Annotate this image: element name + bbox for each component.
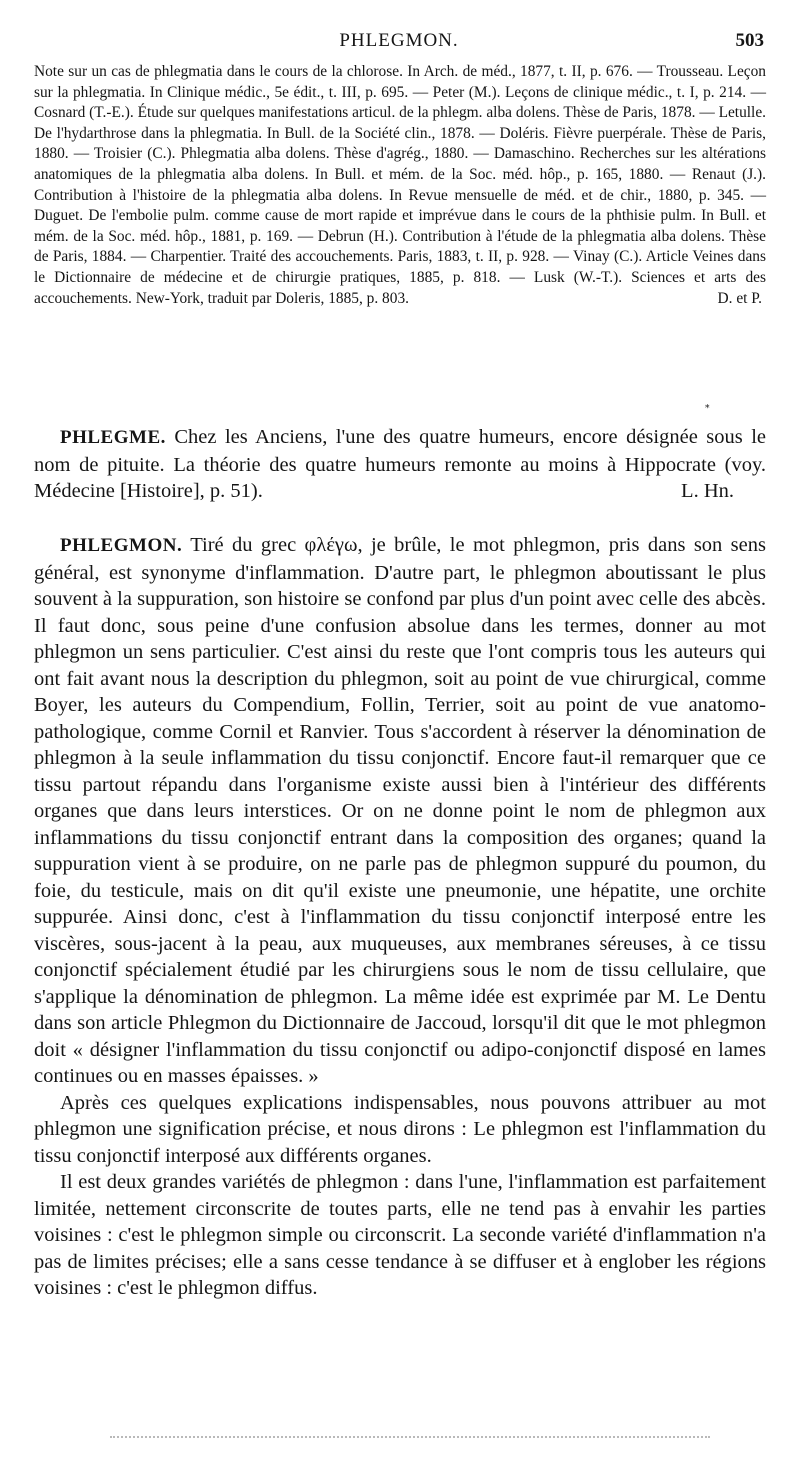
entry-phlegme-text: Chez les Anciens, l'une des quatre humeurs, encore désignée sous le nom de pituite. La théorie des quatre humeurs remonte au moins à Hippocrate (voy. Médecine [Histoire], p. 51).	[34, 426, 767, 502]
entry-phlegmon	[34, 532, 766, 1302]
page-number: 503	[735, 30, 764, 51]
bibliography-text: Note sur un cas de phlegmatia dans le cours de la chlorose. In Arch. de méd., 1877, t. II, p. 676. — Trousseau. Leçon sur la phlegmatia. In Clinique médic., 5e édit., t. III, p. 695. — Peter (M.). Leçons de clinique médic., t. I, p. 214. — Cosnard (T.-E.). Étude sur quelques manifestations articul. de la phlegm. alba dolens. Thèse de Paris, 1878. — Letulle. De l'hydarthrose dans la phlegmatia. In Bull. de la Société clin., 1878. — Doléris. Fièvre puerpérale. Thèse de Paris, 1880. — Troisier (C.). Phlegmatia alba dolens. Thèse d'agrég., 1880. — Damaschino. Recherches sur les altérations anatomiques de la phlegmatia alba dolens. In Bull. et mém. de la Soc. méd. hôp., p. 165, 1880. — Renaut (J.). Contribution à l'histoire de la phlegmatia alba dolens. In Revue mensuelle de méd. et de chir., 1880, p. 345. — Duguet. De l'embolie pulm. comme cause de mort rapide et imprévue dans le cours de la phthisie pulm. In Bull. et mém. de la Soc. méd. hôp., 1881, p. 169. — Debrun (H.). Contribution à l'étude de la phlegmatia alba dolens. Thèse de Paris, 1884. — Charpentier. Traité des accouchements. Paris, 1883, t. II, p. 928. — Vinay (C.). Article Veines dans le Dictionnaire de médecine et de chirurgie pratiques, 1885, p. 818. — Lusk (W.-T.). Sciences et arts des accouchements. New-York, traduit par Doleris, 1885, p. 803.	[34, 63, 767, 307]
entry-phlegmon-text-3: Il est deux grandes variétés de phlegmon : dans l'une, l'inflammation est parfaitement limitée, nettement circonscrite de toutes parts, elle ne tend pas à envahir les parties voisines : c'est le phlegmon simple ou circonscrit. La seconde variété d'inflammation n'a pas de limites précises; elle a sans cesse tendance à se diffuser et à englober les régions voisines : c'est le phlegmon diffus.	[34, 1171, 766, 1299]
entry-paragraph	[34, 532, 766, 1090]
entry-paragraph	[34, 1090, 766, 1170]
bibliography-signature: D. et P.	[717, 289, 762, 307]
entry-paragraph	[34, 424, 766, 505]
headword-phlegmon: PHLEGMON.	[60, 535, 183, 556]
entry-phlegmon-text-1: Tiré du grec φλέγω, je brûle, le mot phlegmon, pris dans son sens général, est synonyme d'inflammation. D'autre part, le phlegmon aboutissant le plus souvent à la suppuration, son histoire se confond par plus d'un point avec celle des abcès. Il faut donc, sous peine d'une confusion absolue dans les termes, donner au mot phlegmon un sens particulier. C'est ainsi du reste que l'ont compris tous les auteurs qui ont fait avant nous la description du phlegmon, soit au point de vue chirurgical, comme Boyer, les auteurs du Compendium, Follin, Terrier, soit au point de vue anatomo-pathologique, comme Cornil et Ranvier. Tous s'accordent à réserver la dénomination de phlegmon à la seule inflammation du tissu conjonctif. Encore faut-il remarquer que ce tissu partout répandu dans l'organisme existe aussi bien à l'intérieur des différents organes que dans leurs interstices. Or on ne donne point le nom de phlegmon aux inflammations du tissu conjonctif entrant dans la composition des organes; quand la suppuration vient à se produire, on ne parle pas de phlegmon suppuré du poumon, du foie, du testicule, mais on dit qu'il existe une pneumonie, une hépatite, une orchite suppurée. Ainsi donc, c'est à l'inflammation du tissu conjonctif interposé entre les viscères, sous-jacent à la peau, aux muqueuses, aux membranes séreuses, à ce tissu conjonctif spécialement étudié par les chirurgiens sous le nom de tissu cellulaire, que s'applique la dénomination de phlegmon. La même idée est exprimée par M. Le Dentu dans son article Phlegmon du Dictionnaire de Jaccoud, lorsqu'il dit que le mot phlegmon doit « désigner l'inflammation du tissu conjonctif ou adipo-conjonctif disposé en lames continues ou en masses épaisses. »	[34, 534, 766, 1087]
asterisk-mark: *	[705, 404, 710, 414]
running-head	[34, 30, 764, 54]
running-title: PHLEGMON.	[339, 30, 459, 51]
entry-phlegmon-text-2: Après ces quelques explications indispensables, nous pouvons attribuer au mot phlegmon une signification précise, et nous dirons : Le phlegmon est l'inflammation du tissu conjonctif interposé aux différents organes.	[34, 1091, 766, 1167]
entry-paragraph	[34, 1169, 766, 1302]
entry-phlegme	[34, 424, 766, 505]
bibliography-block	[34, 62, 766, 309]
page-bottom-dots	[110, 1436, 710, 1440]
entry-phlegme-signature: L. Hn.	[681, 480, 734, 502]
headword-phlegme: PHLEGME.	[60, 427, 166, 448]
